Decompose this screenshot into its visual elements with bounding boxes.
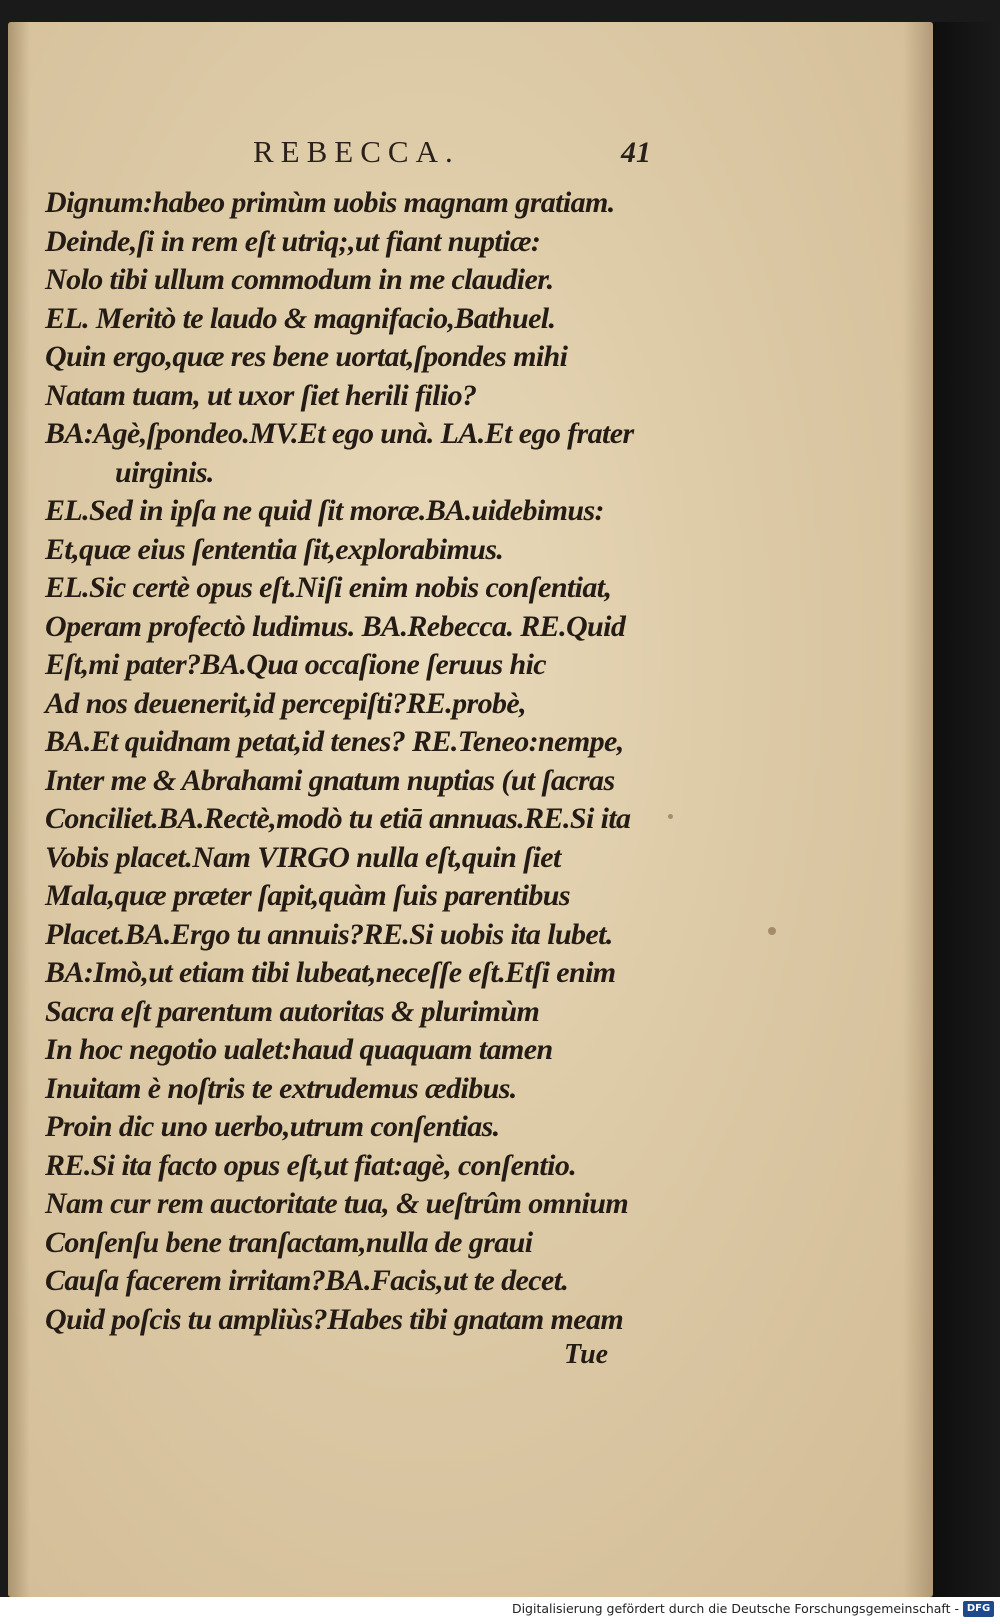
text-line: Eſt,mi pater?BA.Qua occaſione ſeruus hic xyxy=(45,648,547,681)
scan-edge xyxy=(933,22,1000,1597)
text-line: Ad nos deuenerit,id percepiſti?RE.probè, xyxy=(45,686,526,720)
funding-credit: Digitalisierung gefördert durch die Deutsche Forschungsgemeinschaft - xyxy=(511,1601,959,1616)
text-line: BA.Et quidnam petat,id tenes? RE.Teneo:nempe, xyxy=(45,725,624,758)
text-block xyxy=(45,184,925,1339)
text-line: RE.Si ita facto opus eſt,ut fiat:agè, conſentio. xyxy=(45,1148,577,1182)
text-line: Operam profectò ludimus. BA.Rebecca. RE.Quid xyxy=(45,609,626,643)
text-line: Nam cur rem auctoritate tua, & ueſtrûm omnium xyxy=(45,1187,629,1220)
paper-spot xyxy=(768,927,776,935)
text-line: EL.Sed in ipſa ne quid ſit moræ.BA.uidebimus: xyxy=(45,494,604,527)
paper-spot xyxy=(668,814,673,819)
book-page xyxy=(8,22,933,1597)
page-number: 41 xyxy=(621,136,651,169)
text-line: Conciliet.BA.Rectè,modò tu etiā annuas.RE.Si ita xyxy=(45,802,631,835)
text-line: Nolo tibi ullum commodum in me claudier. xyxy=(45,263,554,296)
text-line: BA:Imò,ut etiam tibi lubeat,neceſſe eſt.Etſi enim xyxy=(45,956,616,989)
text-line: Proin dic uno uerbo,utrum conſentias. xyxy=(45,1110,500,1143)
text-line: Deinde,ſi in rem eſt utriq;,ut fiant nuptiæ: xyxy=(45,224,541,258)
text-line: Inuitam è noſtris te extrudemus ædibus. xyxy=(45,1071,517,1105)
text-line: Sacra eſt parentum autoritas & plurimùm xyxy=(45,994,540,1028)
text-line: Cauſa facerem irritam?BA.Facis,ut te decet. xyxy=(45,1264,569,1297)
text-line: uirginis. xyxy=(115,455,214,489)
text-line: EL.Sic certè opus eſt.Niſi enim nobis conſentiat, xyxy=(45,571,612,604)
text-line: Natam tuam, ut uxor ſiet herili filio? xyxy=(45,378,477,412)
text-line: Et,quæ eius ſententia ſit,explorabimus. xyxy=(45,532,504,566)
text-line: Mala,quæ præter ſapit,quàm ſuis parentibus xyxy=(45,879,570,912)
dfg-logo: DFG xyxy=(963,1601,994,1617)
catchword: Tue xyxy=(564,1339,609,1370)
text-line: Quin ergo,quæ res bene uortat,ſpondes mihi xyxy=(45,340,568,373)
footer-bar xyxy=(0,1597,1000,1624)
text-line: Quid poſcis tu ampliùs?Habes tibi gnatam meam xyxy=(45,1302,624,1336)
text-line: Inter me & Abrahami gnatum nuptias (ut ſacras xyxy=(45,763,615,797)
text-line: EL. Meritò te laudo & magnifacio,Bathuel. xyxy=(45,301,556,335)
text-line: In hoc negotio ualet:haud quaquam tamen xyxy=(45,1033,553,1066)
text-line: Dignum:habeo primùm uobis magnam gratiam. xyxy=(45,186,615,219)
text-line: Vobis placet.Nam VIRGO nulla eſt,quin ſiet xyxy=(45,840,561,874)
running-head xyxy=(8,134,933,174)
running-title: REBECCA. xyxy=(253,134,460,169)
text-line: Placet.BA.Ergo tu annuis?RE.Si uobis ita lubet. xyxy=(45,917,613,951)
text-line: BA:Agè,ſpondeo.MV.Et ego unà. LA.Et ego frater xyxy=(45,417,634,450)
text-line: Conſenſu bene tranſactam,nulla de graui xyxy=(45,1225,533,1259)
